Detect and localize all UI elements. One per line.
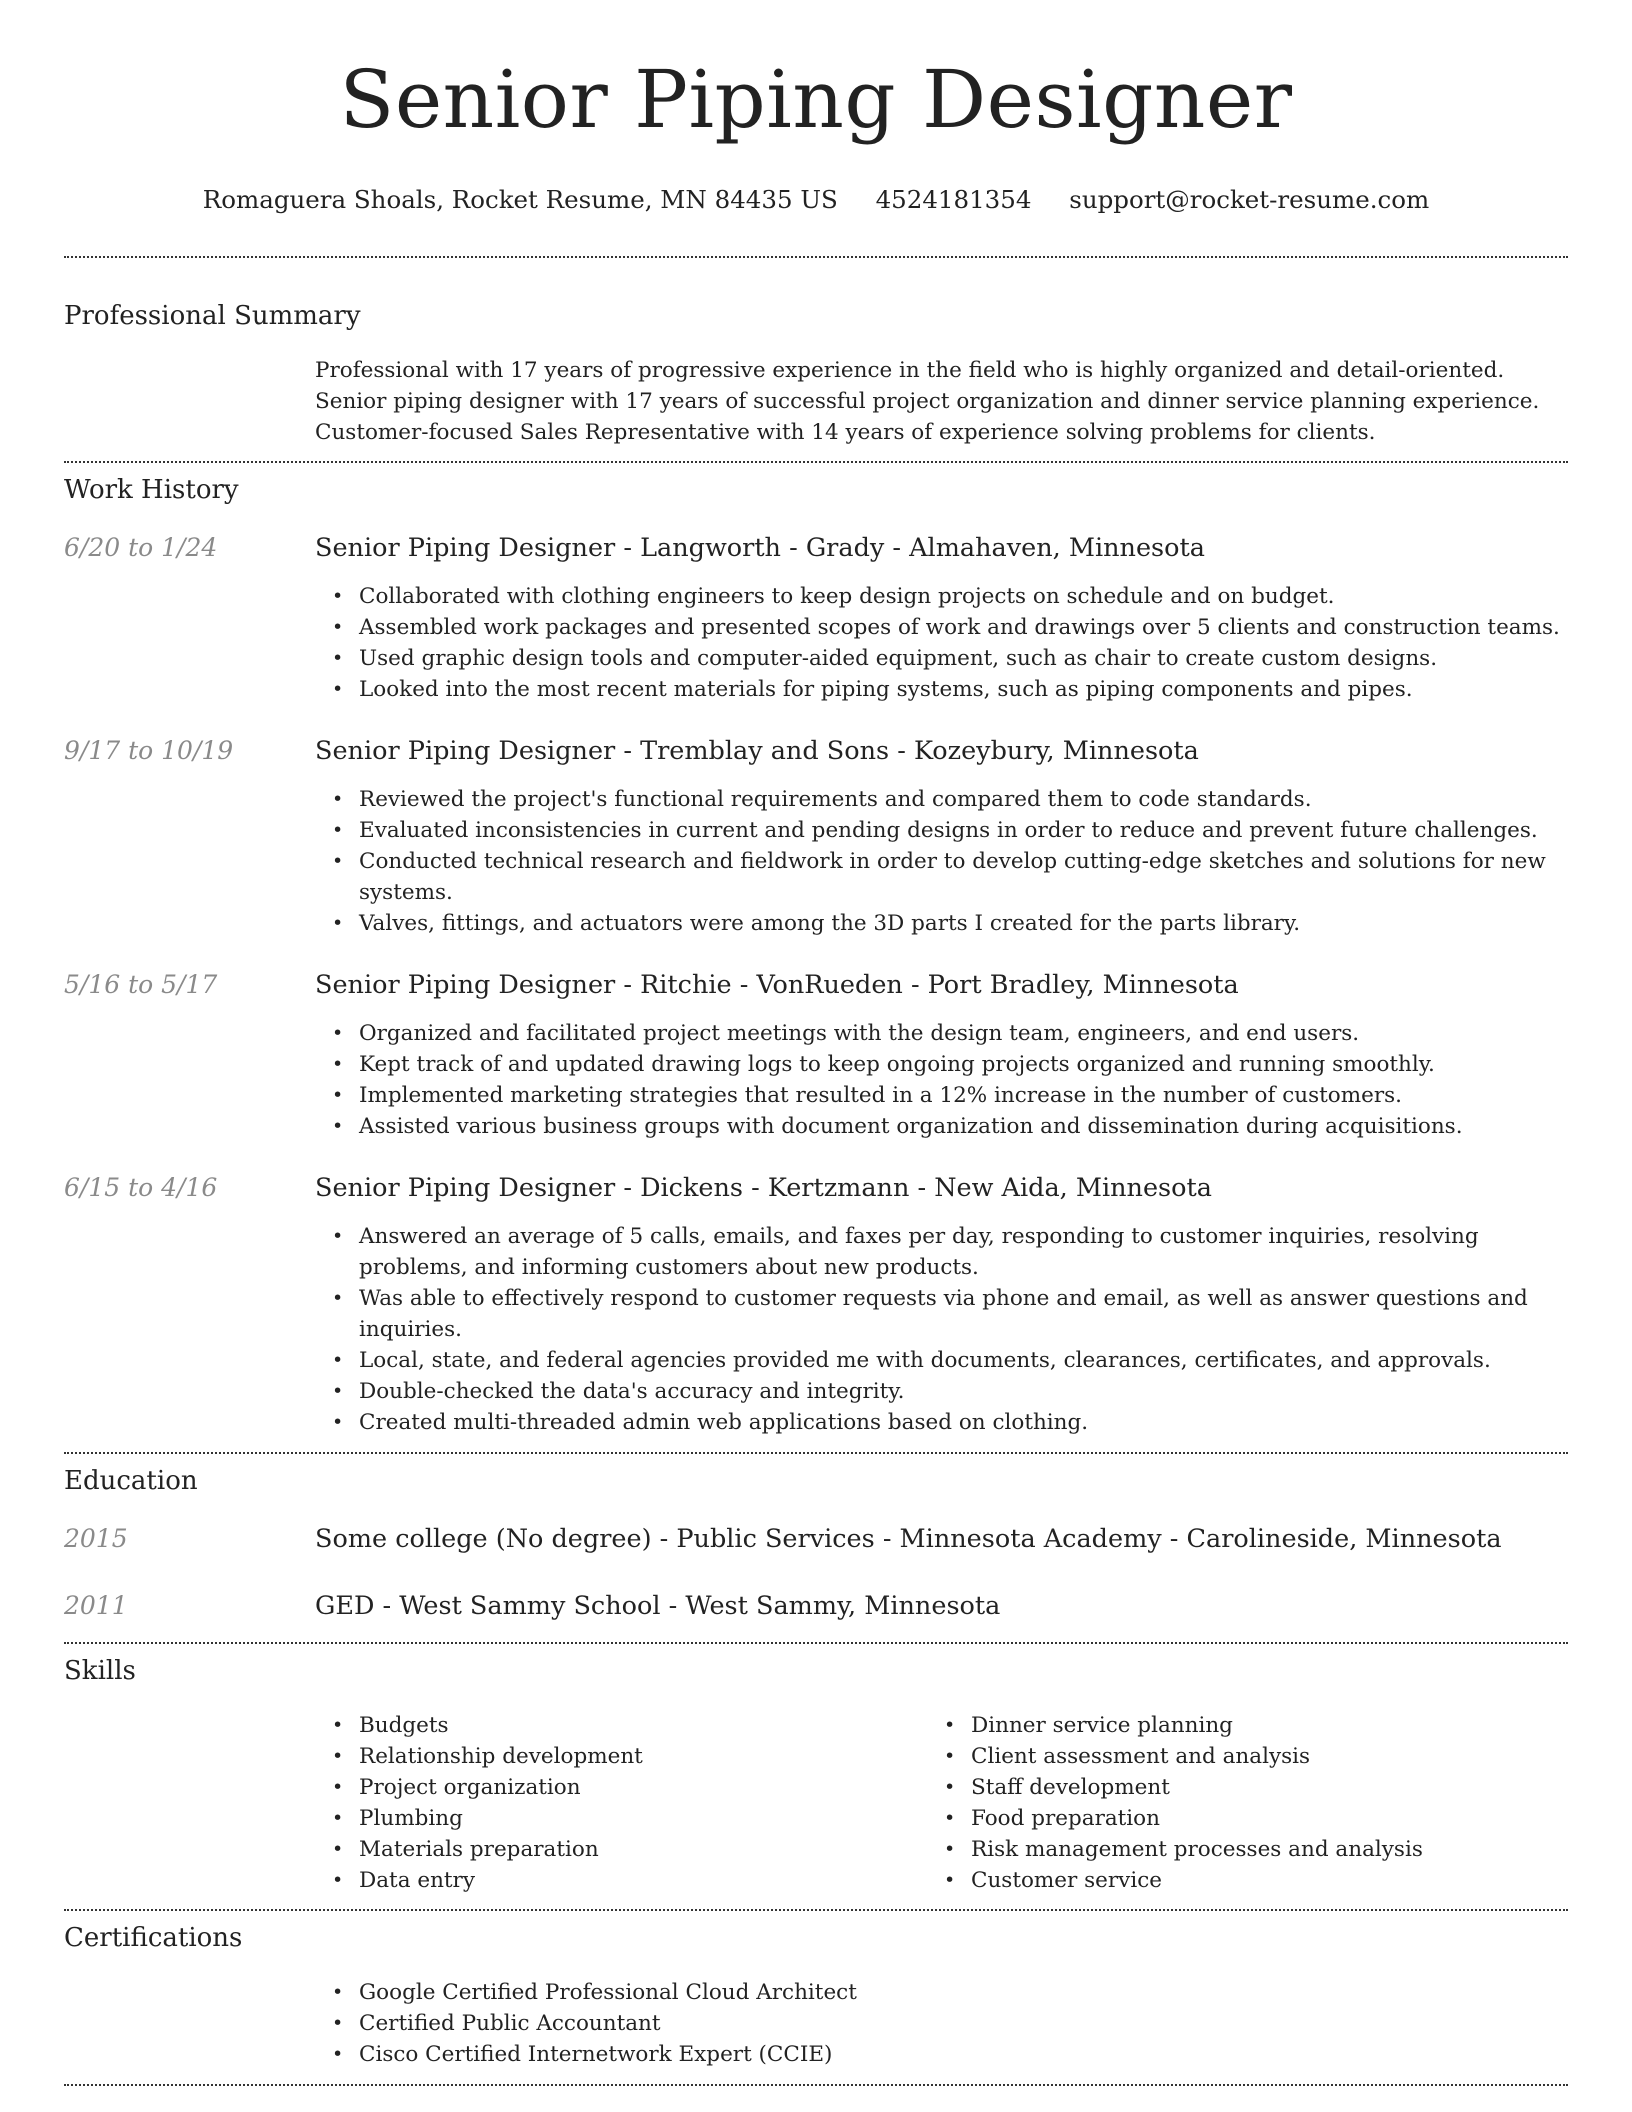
skill-item: • Client assessment and analysis bbox=[971, 1741, 1423, 1772]
job-bullet: • Created multi-threaded admin web applications based on clothing. bbox=[359, 1407, 1568, 1438]
job-bullet: • Answered an average of 5 calls, emails, and faxes per day, responding to customer inquiries, resolving problems, and informing customers about new products. bbox=[359, 1221, 1568, 1283]
job-bullets bbox=[315, 784, 1568, 939]
skill-item: • Budgets bbox=[359, 1710, 643, 1741]
certifications-section bbox=[64, 1911, 1568, 2070]
certification-item: • Certified Public Accountant bbox=[359, 2008, 1568, 2039]
job-title: Senior Piping Designer - Langworth - Grady - Almahaven, Minnesota bbox=[315, 533, 1205, 563]
job-bullet: • Reviewed the project's functional requirements and compared them to code standards. bbox=[359, 784, 1568, 815]
skill-item: • Plumbing bbox=[359, 1803, 643, 1834]
certification-item: • Cisco Certified Internetwork Expert (CCIE) bbox=[359, 2039, 1568, 2070]
job-bullet: • Assembled work packages and presented scopes of work and drawings over 5 clients and construction teams. bbox=[359, 612, 1568, 643]
skill-item: • Customer service bbox=[971, 1865, 1423, 1896]
education-year: 2015 bbox=[64, 1524, 128, 1553]
job-bullet: • Double-checked the data's accuracy and integrity. bbox=[359, 1376, 1568, 1407]
skill-item: • Materials preparation bbox=[359, 1834, 643, 1865]
skills-column-left bbox=[315, 1710, 643, 1896]
education-year: 2011 bbox=[64, 1591, 128, 1620]
job-bullet: • Was able to effectively respond to customer requests via phone and email, as well as answer questions and inquiries. bbox=[359, 1283, 1568, 1345]
skills-section bbox=[64, 1644, 1568, 1896]
skill-item: • Risk management processes and analysis bbox=[971, 1834, 1423, 1865]
education-title: GED - West Sammy School - West Sammy, Minnesota bbox=[315, 1591, 1001, 1621]
education-heading: Education bbox=[64, 1466, 198, 1496]
job-bullet: • Implemented marketing strategies that resulted in a 12% increase in the number of customers. bbox=[359, 1080, 1568, 1111]
skill-item: • Relationship development bbox=[359, 1741, 643, 1772]
job-title: Senior Piping Designer - Dickens - Kertzmann - New Aida, Minnesota bbox=[315, 1173, 1212, 1203]
job-bullets bbox=[315, 1018, 1568, 1142]
job-dates: 6/15 to 4/16 bbox=[64, 1173, 218, 1202]
skill-item: • Staff development bbox=[971, 1772, 1423, 1803]
work-history-section bbox=[64, 463, 1568, 1438]
job-bullet: • Looked into the most recent materials for piping systems, such as piping components and pipes. bbox=[359, 674, 1568, 705]
education-title: Some college (No degree) - Public Services - Minnesota Academy - Carolineside, Minnesota bbox=[315, 1524, 1502, 1554]
contact-line bbox=[64, 184, 1568, 216]
education-entry bbox=[64, 1590, 1568, 1622]
job-entry bbox=[64, 1172, 1568, 1438]
skill-item: • Dinner service planning bbox=[971, 1710, 1423, 1741]
job-bullet: • Used graphic design tools and computer-aided equipment, such as chair to create custom designs. bbox=[359, 643, 1568, 674]
skill-item: • Data entry bbox=[359, 1865, 643, 1896]
skills-list bbox=[927, 1710, 1423, 1896]
resume-page bbox=[64, 0, 1568, 2086]
job-bullets bbox=[315, 1221, 1568, 1438]
skill-item: • Project organization bbox=[359, 1772, 643, 1803]
job-bullet: • Kept track of and updated drawing logs to keep ongoing projects organized and running smoothly. bbox=[359, 1049, 1568, 1080]
summary-text: Professional with 17 years of progressive experience in the field who is highly organized and detail-oriented. Senior piping designer with 17 years of successful project organization and dinner service planning experience. Customer-focused Sales Representative with 14 years of experience solving problems for clients. bbox=[315, 358, 1540, 445]
education-section bbox=[64, 1454, 1568, 1622]
certification-item: • Google Certified Professional Cloud Architect bbox=[359, 1977, 1568, 2008]
skill-item: • Food preparation bbox=[971, 1803, 1423, 1834]
job-bullet: • Local, state, and federal agencies provided me with documents, clearances, certificates, and approvals. bbox=[359, 1345, 1568, 1376]
contact-email: support@rocket-resume.com bbox=[1069, 185, 1430, 214]
skills-column-right bbox=[927, 1710, 1423, 1896]
job-bullet: • Assisted various business groups with document organization and dissemination during acquisitions. bbox=[359, 1111, 1568, 1142]
summary-heading: Professional Summary bbox=[64, 301, 361, 331]
job-dates: 5/16 to 5/17 bbox=[64, 970, 218, 999]
section-divider bbox=[64, 2084, 1568, 2086]
summary-section bbox=[64, 258, 1568, 448]
skills-columns bbox=[315, 1710, 1568, 1896]
job-bullets bbox=[315, 581, 1568, 705]
contact-address: Romaguera Shoals, Rocket Resume, MN 84435 US bbox=[202, 185, 838, 214]
certifications-list bbox=[315, 1977, 1568, 2070]
education-entry bbox=[64, 1523, 1568, 1555]
skills-list bbox=[315, 1710, 643, 1896]
job-title: Senior Piping Designer - Tremblay and Sons - Kozeybury, Minnesota bbox=[315, 736, 1199, 766]
job-bullet: • Collaborated with clothing engineers to keep design projects on schedule and on budget. bbox=[359, 581, 1568, 612]
resume-name: Senior Piping Designer bbox=[339, 53, 1293, 146]
job-bullet: • Organized and facilitated project meetings with the design team, engineers, and end users. bbox=[359, 1018, 1568, 1049]
job-bullet: • Evaluated inconsistencies in current and pending designs in order to reduce and prevent future challenges. bbox=[359, 815, 1568, 846]
contact-phone: 4524181354 bbox=[875, 185, 1032, 214]
job-title: Senior Piping Designer - Ritchie - VonRueden - Port Bradley, Minnesota bbox=[315, 970, 1239, 1000]
job-entry bbox=[64, 735, 1568, 939]
job-dates: 9/17 to 10/19 bbox=[64, 736, 234, 765]
skills-heading: Skills bbox=[64, 1656, 136, 1686]
job-entry bbox=[64, 532, 1568, 705]
certifications-heading: Certifications bbox=[64, 1923, 243, 1953]
job-bullet: • Valves, fittings, and actuators were among the 3D parts I created for the parts library. bbox=[359, 908, 1568, 939]
job-dates: 6/20 to 1/24 bbox=[64, 533, 218, 562]
job-bullet: • Conducted technical research and fieldwork in order to develop cutting-edge sketches and solutions for new systems. bbox=[359, 846, 1568, 908]
job-entry bbox=[64, 969, 1568, 1142]
work-history-heading: Work History bbox=[64, 475, 239, 505]
